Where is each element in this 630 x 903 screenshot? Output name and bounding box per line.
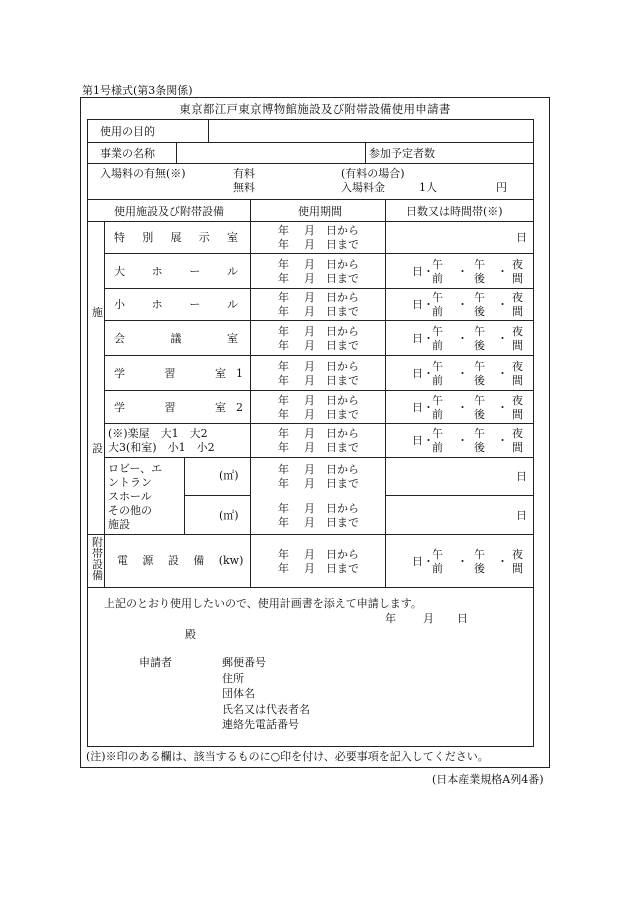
slot-pm: 午 bbox=[474, 427, 485, 440]
period-until: 日まで bbox=[326, 271, 359, 285]
period-from: 日から bbox=[326, 501, 359, 515]
slot-dot: ・ bbox=[497, 400, 508, 414]
slot-pm: 後 bbox=[474, 338, 485, 352]
slot-am: 前 bbox=[432, 407, 443, 421]
slot-day: 日・ bbox=[412, 298, 434, 311]
slot-day: 日・ bbox=[412, 264, 434, 278]
period-month: 月 bbox=[304, 393, 315, 407]
slot-dot: ・ bbox=[497, 434, 508, 447]
period-until: 日まで bbox=[326, 441, 359, 454]
slot-am: 前 bbox=[432, 561, 443, 575]
facility-name: 大 ホ ー ル bbox=[114, 264, 238, 278]
period-year: 年 bbox=[278, 427, 289, 440]
facility-name: 小 ホ ー ル bbox=[114, 298, 238, 311]
applicant-org: 団体名 bbox=[222, 687, 255, 700]
period-until: 日まで bbox=[326, 561, 359, 575]
rakuya-line1: (※)楽屋 大1 大2 bbox=[108, 427, 208, 440]
slot-pm: 後 bbox=[474, 407, 485, 421]
slot-day: 日・ bbox=[412, 400, 434, 414]
slot-am: 午 bbox=[432, 324, 443, 338]
slot-am: 前 bbox=[432, 305, 443, 318]
slot-night: 夜 bbox=[512, 291, 523, 304]
period-month: 月 bbox=[304, 324, 315, 338]
period-month: 月 bbox=[304, 561, 315, 575]
period-month: 月 bbox=[304, 501, 315, 515]
date-day: 日 bbox=[457, 612, 468, 625]
period-month: 月 bbox=[304, 407, 315, 421]
slot-pm: 午 bbox=[474, 324, 485, 338]
facility-name: 学 習 室 bbox=[114, 400, 226, 414]
slot-night: 夜 bbox=[512, 324, 523, 338]
period-month: 月 bbox=[304, 463, 315, 476]
period-month: 月 bbox=[304, 271, 315, 285]
period-from: 日から bbox=[326, 359, 359, 373]
slot-pm: 後 bbox=[474, 305, 485, 318]
applicant-address: 住所 bbox=[222, 672, 244, 685]
facility-suffix: 1 bbox=[236, 366, 243, 380]
period-until: 日まで bbox=[326, 515, 359, 529]
period-month: 月 bbox=[304, 305, 315, 318]
slot-am: 前 bbox=[432, 373, 443, 387]
period-year: 年 bbox=[278, 257, 289, 271]
period-from: 日から bbox=[326, 324, 359, 338]
header-period: 使用期間 bbox=[298, 205, 342, 218]
period-month: 月 bbox=[304, 338, 315, 352]
period-until: 日まで bbox=[326, 407, 359, 421]
period-month: 月 bbox=[304, 359, 315, 373]
period-year: 年 bbox=[278, 271, 289, 285]
period-year: 年 bbox=[278, 463, 289, 476]
period-year: 年 bbox=[278, 477, 289, 490]
period-year: 年 bbox=[278, 441, 289, 454]
period-until: 日まで bbox=[326, 477, 359, 490]
period-year: 年 bbox=[278, 324, 289, 338]
other-line1: その他の bbox=[108, 504, 152, 517]
slot-dot: ・ bbox=[497, 298, 508, 311]
side-label-facility-1: 施 bbox=[92, 306, 103, 319]
period-year: 年 bbox=[278, 224, 289, 237]
addressee: 殿 bbox=[185, 628, 196, 641]
period-month: 月 bbox=[304, 547, 315, 561]
date-year: 年 bbox=[385, 612, 396, 625]
admission-label: 入場料の有無(※) bbox=[100, 167, 186, 180]
side-label-facility-2: 設 bbox=[92, 442, 103, 455]
slot-dot: ・ bbox=[457, 554, 468, 568]
period-month: 月 bbox=[304, 441, 315, 454]
slot-day: 日・ bbox=[412, 331, 434, 345]
period-from: 日から bbox=[326, 393, 359, 407]
slot-night: 夜 bbox=[512, 359, 523, 373]
applicant-label: 申請者 bbox=[139, 656, 172, 669]
applicant-name: 氏名又は代表者名 bbox=[222, 703, 310, 716]
slot-pm: 午 bbox=[474, 291, 485, 304]
slot-pm: 午 bbox=[474, 359, 485, 373]
slot-am: 午 bbox=[432, 257, 443, 271]
period-year: 年 bbox=[278, 501, 289, 515]
slot-pm: 後 bbox=[474, 561, 485, 575]
period-from: 日から bbox=[326, 427, 359, 440]
period-year: 年 bbox=[278, 238, 289, 251]
slot-dot: ・ bbox=[497, 264, 508, 278]
period-month: 月 bbox=[304, 238, 315, 251]
period-from: 日から bbox=[326, 291, 359, 304]
period-from: 日から bbox=[326, 224, 359, 237]
jis-note: (日本産業規格A列4番) bbox=[432, 773, 544, 786]
slot-night: 夜 bbox=[512, 547, 523, 561]
slot-day: 日・ bbox=[412, 554, 434, 568]
lobby-area-unit: (㎡) bbox=[219, 469, 239, 482]
slot-night: 間 bbox=[512, 561, 523, 575]
facility-name: 特 別 展 示 室 bbox=[114, 231, 238, 244]
slot-dot: ・ bbox=[497, 366, 508, 380]
period-year: 年 bbox=[278, 561, 289, 575]
period-from: 日から bbox=[326, 257, 359, 271]
slot-night: 間 bbox=[512, 407, 523, 421]
slot-night: 夜 bbox=[512, 427, 523, 440]
applicant-postal: 郵便番号 bbox=[222, 656, 266, 669]
application-table bbox=[87, 119, 534, 747]
power-label: 電 源 設 備 ( bbox=[117, 554, 223, 567]
rakuya-line2: 大3(和室) 小1 小2 bbox=[108, 441, 215, 454]
admission-free: 無料 bbox=[233, 181, 255, 194]
event-name-label: 事業の名称 bbox=[100, 147, 155, 160]
participants-label: 参加予定者数 bbox=[369, 147, 435, 160]
slot-am: 前 bbox=[432, 271, 443, 285]
period-month: 月 bbox=[304, 427, 315, 440]
period-month: 月 bbox=[304, 477, 315, 490]
header-facility: 使用施設及び附帯設備 bbox=[114, 205, 224, 218]
day-only: 日 bbox=[516, 470, 527, 483]
lobby-line3: スホール bbox=[108, 490, 152, 503]
period-month: 月 bbox=[304, 291, 315, 304]
admission-fee-label: 入場料金 bbox=[341, 181, 385, 194]
period-year: 年 bbox=[278, 547, 289, 561]
slot-dot: ・ bbox=[457, 331, 468, 345]
lobby-line1: ロビー、エ bbox=[108, 462, 163, 475]
footnote: (注)※印のある欄は、該当するものに○印を付け、必要事項を記入してください。 bbox=[86, 750, 489, 763]
form-number: 第1号様式(第3条関係) bbox=[82, 84, 193, 97]
slot-dot: ・ bbox=[457, 298, 468, 311]
power-unit: kw) bbox=[223, 554, 244, 567]
day-only: 日 bbox=[516, 508, 527, 522]
form-title: 東京都江戸東京博物館施設及び附帯設備使用申請書 bbox=[179, 102, 451, 116]
declaration: 上記のとおり使用したいので、使用計画書を添えて申請します。 bbox=[104, 597, 422, 610]
other-line2: 施設 bbox=[108, 518, 130, 531]
period-month: 月 bbox=[304, 224, 315, 237]
slot-night: 間 bbox=[512, 441, 523, 454]
purpose-label: 使用の目的 bbox=[100, 125, 155, 138]
slot-dot: ・ bbox=[457, 434, 468, 447]
slot-am: 午 bbox=[432, 393, 443, 407]
period-from: 日から bbox=[326, 463, 359, 476]
slot-dot: ・ bbox=[457, 400, 468, 414]
period-year: 年 bbox=[278, 359, 289, 373]
period-year: 年 bbox=[278, 407, 289, 421]
facility-suffix: 2 bbox=[236, 400, 243, 414]
period-year: 年 bbox=[278, 393, 289, 407]
day-only: 日 bbox=[516, 231, 527, 244]
period-year: 年 bbox=[278, 291, 289, 304]
slot-pm: 後 bbox=[474, 373, 485, 387]
admission-per-person: 1人 bbox=[419, 181, 437, 194]
slot-day: 日・ bbox=[412, 366, 434, 380]
period-until: 日まで bbox=[326, 338, 359, 352]
lobby-line2: ントラン bbox=[108, 476, 152, 489]
admission-if-paid: (有料の場合) bbox=[341, 167, 405, 180]
period-until: 日まで bbox=[326, 373, 359, 387]
period-month: 月 bbox=[304, 515, 315, 529]
period-until: 日まで bbox=[326, 305, 359, 318]
period-from: 日から bbox=[326, 547, 359, 561]
slot-dot: ・ bbox=[497, 554, 508, 568]
slot-night: 夜 bbox=[512, 257, 523, 271]
facility-name: 会 議 室 bbox=[114, 331, 238, 345]
slot-day: 日・ bbox=[412, 434, 434, 447]
slot-pm: 午 bbox=[474, 393, 485, 407]
slot-night: 間 bbox=[512, 338, 523, 352]
slot-dot: ・ bbox=[497, 331, 508, 345]
period-month: 月 bbox=[304, 257, 315, 271]
period-year: 年 bbox=[278, 373, 289, 387]
period-until: 日まで bbox=[326, 238, 359, 251]
side-label-equipment: 附帯設備 bbox=[92, 536, 103, 582]
date-month: 月 bbox=[423, 612, 434, 625]
slot-am: 前 bbox=[432, 338, 443, 352]
slot-night: 間 bbox=[512, 271, 523, 285]
slot-dot: ・ bbox=[457, 264, 468, 278]
slot-am: 午 bbox=[432, 547, 443, 561]
period-year: 年 bbox=[278, 305, 289, 318]
slot-am: 午 bbox=[432, 291, 443, 304]
slot-am: 午 bbox=[432, 427, 443, 440]
facility-name: 学 習 室 bbox=[114, 366, 226, 380]
slot-pm: 午 bbox=[474, 547, 485, 561]
slot-pm: 後 bbox=[474, 271, 485, 285]
period-month: 月 bbox=[304, 373, 315, 387]
header-days-or-time: 日数又は時間帯(※) bbox=[406, 205, 503, 218]
slot-night: 間 bbox=[512, 305, 523, 318]
slot-am: 午 bbox=[432, 359, 443, 373]
slot-am: 前 bbox=[432, 441, 443, 454]
slot-pm: 後 bbox=[474, 441, 485, 454]
slot-pm: 午 bbox=[474, 257, 485, 271]
admission-paid: 有料 bbox=[233, 167, 255, 180]
slot-night: 間 bbox=[512, 373, 523, 387]
other-area-unit: (㎡) bbox=[219, 509, 239, 522]
admission-yen: 円 bbox=[496, 181, 507, 194]
slot-dot: ・ bbox=[457, 366, 468, 380]
period-year: 年 bbox=[278, 338, 289, 352]
slot-night: 夜 bbox=[512, 393, 523, 407]
period-year: 年 bbox=[278, 515, 289, 529]
applicant-phone: 連絡先電話番号 bbox=[222, 718, 299, 731]
